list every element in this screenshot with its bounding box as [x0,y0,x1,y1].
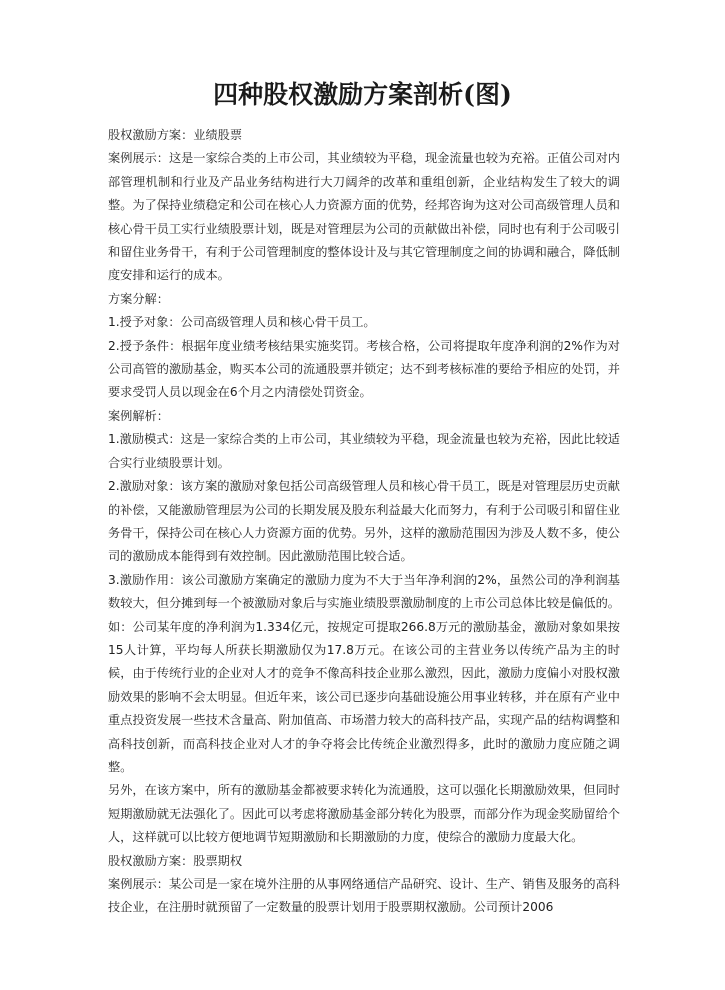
case-presentation-paragraph: 案例展示：这是一家综合类的上市公司，其业绩较为平稳，现金流量也较为充裕。正值公司对内部管理机制和行业及产品业务结构进行大刀阔斧的改革和重组创新，企业结构发生了较大的调整。为了保持业绩稳定和公司在核心人力资源方面的优势，经邦咨询为这对公司高级管理人员和核心骨干员工实行业绩股票计划，既是对管理层为公司的贡献做出补偿，同时也有利于公司吸引和留住业务骨干，有利于公司管理制度的整体设计及与其它管理制度之间的协调和融合，降低制度安排和运行的成本。 [108,151,620,283]
plan-breakdown-heading: 方案分解： [108,291,169,306]
section-heading-stock-options: 股权激励方案：股票期权 [108,853,243,868]
incentive-model-item: 1.激励模式：这是一家综合类的上市公司，其业绩较为平稳，现金流量也较为充裕，因此比较适合实行业绩股票计划。 [108,432,620,470]
case-analysis-heading: 案例解析： [108,408,169,423]
incentive-effect-item: 3.激励作用：该公司激励方案确定的激励力度为不大于当年净利润的2%，虽然公司的净利润基数较大，但分摊到每一个被激励对象后与实施业绩股票激励制度的上市公司总体比较是偏低的。如：公司某年度的净利润为1.334亿元，按规定可提取266.8万元的激励基金，激励对象如果按15人计算，平均每人所获长期激励仅为17.8万元。在该公司的主营业务以传统产品为主的时候，由于传统行业的企业对人才的竞争不像高科技企业那么激烈，因此，激励力度偏小对股权激励效果的影响不会太明显。但近年来，该公司已逐步向基础设施公用事业转移，并在原有产业中重点投资发展一些技术含量高、附加值高、市场潜力较大的高科技产品，实现产品的结构调整和高科技创新，而高科技企业对人才的争夺将会比传统企业激烈得多，此时的激励力度应随之调整。 [108,572,620,774]
grant-conditions-item: 2.授予条件：根据年度业绩考核结果实施奖罚。考核合格，公司将提取年度净利润的2%作为对公司高管的激励基金，购买本公司的流通股票并锁定；达不到考核标准的要给予相应的处罚，并要求受罚人员以现金在6个月之内清偿处罚资金。 [108,338,620,400]
stock-options-case-paragraph: 案例展示：某公司是一家在境外注册的从事网络通信产品研究、设计、生产、销售及服务的高科技企业，在注册时就预留了一定数量的股票计划用于股票期权激励。公司预计2006 [108,877,620,915]
section-heading-performance-shares: 股权激励方案：业绩股票 [108,128,243,142]
incentive-targets-item: 2.激励对象：该方案的激励对象包括公司高级管理人员和核心骨干员工，既是对管理层历史贡献的补偿，又能激励管理层为公司的长期发展及股东利益最大化而努力，有利于公司吸引和留住业务骨干，保持公司在核心人力资源方面的优势。另外，这样的激励范围因为涉及人数不多，使公司的激励成本能得到有效控制。因此激励范围比较合适。 [108,479,620,564]
grant-targets-item: 1.授予对象：公司高级管理人员和核心骨干员工。 [108,315,376,330]
document-title: 四种股权激励方案剖析(图) [213,80,512,109]
document-body [108,124,620,920]
additional-note-paragraph: 另外，在该方案中，所有的激励基金都被要求转化为流通股，这可以强化长期激励效果，但同时短期激励就无法强化了。因此可以考虑将激励基金部分转化为股票，而部分作为现金奖励留给个人，这样就可以比较方便地调节短期激励和长期激励的力度，使综合的激励力度最大化。 [108,783,620,845]
